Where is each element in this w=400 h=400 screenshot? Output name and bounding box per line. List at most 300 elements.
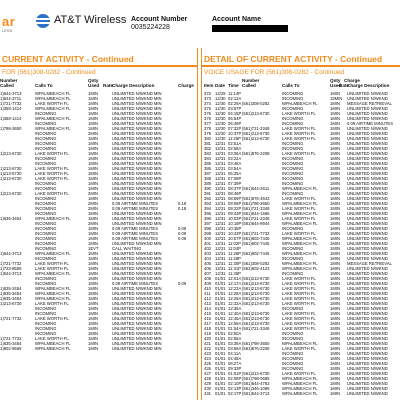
number-called-cell: 1)213-6730 — [0, 151, 22, 156]
date-cell: 12/30 — [215, 111, 226, 116]
number-called-cell: 1)213-6730 — [0, 166, 22, 171]
date-cell: 12/31 — [215, 236, 226, 241]
date-cell: 12/31 — [215, 211, 226, 216]
number-called-cell: 1)721-7732 — [0, 261, 22, 266]
calls-to-cell: WPALMBEACH FL — [35, 296, 71, 301]
time-cell: 01:54A — [228, 326, 242, 331]
number-called-cell: 1)644-3713 — [0, 271, 22, 276]
time-cell: 02:10P — [228, 381, 242, 386]
item-cell: 381 — [204, 141, 211, 146]
charge-description-cell: UNLIMITED N/WKND — [347, 181, 388, 186]
qnty-used-cell: 1MIN — [330, 141, 341, 146]
number-called-cell: (561)213-6730 — [242, 286, 270, 291]
item-cell: 428 — [204, 376, 211, 381]
calls-to-cell: INCOMING — [35, 306, 57, 311]
calls-to-cell: INCOMING — [35, 131, 57, 136]
charge-description-cell: UNLIMITED N/WKND MIN — [112, 296, 162, 301]
number-called-cell: (561)308-0282 — [242, 101, 270, 106]
time-cell: 02:55A — [228, 336, 242, 341]
charge-description-cell: UNLIMITED N/WKND — [347, 161, 388, 166]
calls-to-cell: INCOMING — [35, 136, 57, 141]
date-cell: 01/01 — [215, 326, 226, 331]
number-called-cell: 1)358-1414 — [0, 106, 22, 111]
date-cell: 01/01 — [215, 281, 226, 286]
charge-description-cell: UNLIMITED N/WKND — [347, 306, 388, 311]
charge-description-cell: UNLIMITED N/WKND — [347, 96, 388, 101]
charge-description-cell: 0.09 AIRTIME MINUTES — [112, 281, 158, 286]
number-called-cell: 1)644-3713 — [0, 91, 22, 96]
date-cell: 01/01 — [215, 276, 226, 281]
redacted-account-name — [212, 25, 288, 32]
left-section-subtitle: FOR (561)308-0282 - Continued — [2, 69, 96, 76]
number-called-cell: (561)213-6730 — [242, 371, 270, 376]
qnty-used-cell: 1MIN — [330, 191, 341, 196]
brand-name: AT&T Wireless — [54, 14, 127, 26]
qnty-used-cell: 1MIN — [88, 186, 99, 191]
charge-description-cell: UNLIMITED N/WKND MIN — [112, 276, 162, 281]
time-cell: 08:37P — [228, 186, 242, 191]
date-cell: 01/01 — [215, 331, 226, 336]
qnty-used-cell: 1MIN — [330, 326, 341, 331]
charge-description-cell: UNLIMITED N/WKND MIN — [112, 141, 162, 146]
time-cell: 11:02P — [228, 241, 241, 246]
charge-description-cell: UNLIMITED N/WKND MIN — [112, 321, 162, 326]
item-cell: 383 — [204, 151, 211, 156]
date-cell: 01/01 — [215, 306, 226, 311]
time-cell: 11:31P — [228, 266, 241, 271]
calls-to-cell: LAKE WORTH FL — [35, 171, 69, 176]
calls-to-cell: WPALMBEACH FL — [35, 271, 71, 276]
qnty-used-cell: 1MIN — [88, 101, 99, 106]
time-cell: 12:59A — [228, 321, 242, 326]
header-date: Date — [215, 83, 225, 88]
time-cell: 07:32P — [228, 126, 242, 131]
charge-description-cell: UNLIMITED N/WKND MIN — [112, 191, 162, 196]
qnty-used-cell: 2MIN — [88, 131, 99, 136]
date-cell: 12/31 — [215, 181, 226, 186]
charge-description-cell: UNLIMITED N/WKND — [347, 146, 388, 151]
calls-to-cell: INCOMING — [282, 256, 304, 261]
charge-description-cell: UNLIMITED N/WKND — [347, 131, 388, 136]
date-cell: 12/30 — [215, 131, 226, 136]
charge-description-cell: UNLIMITED N/WKND MIN — [112, 286, 162, 291]
charge-description-cell: UNLIMITED N/WKND — [347, 231, 388, 236]
item-cell: 406 — [204, 266, 211, 271]
qnty-used-cell: 1MIN — [88, 171, 99, 176]
item-cell: 385 — [204, 161, 211, 166]
qnty-used-cell: 1MIN — [88, 291, 99, 296]
time-cell: 12:36A — [228, 306, 242, 311]
qnty-used-cell: 2MIN — [88, 221, 99, 226]
item-cell: 395 — [204, 211, 211, 216]
time-cell: 02:51A — [228, 141, 242, 146]
charge-description-cell: UNLIMITED N/WKND MIN — [112, 346, 162, 351]
calls-to-cell: INCOMING — [282, 246, 304, 251]
charge-description-cell: UNLIMITED N/WKND MIN — [112, 336, 162, 341]
date-cell: 12/30 — [215, 116, 226, 121]
calls-to-cell: LAKE WORTH FL — [282, 316, 316, 321]
charge-description-cell: UNLIMITED N/WKND — [347, 296, 388, 301]
date-cell: 12/31 — [215, 261, 226, 266]
qnty-used-cell: 1MIN — [330, 216, 341, 221]
qnty-used-cell: 1MIN — [330, 121, 341, 126]
item-cell: 408 — [204, 276, 211, 281]
item-cell: 418 — [204, 326, 211, 331]
charge-description-cell: UNLIMITED N/WKND — [347, 191, 388, 196]
calls-to-cell: INCOMING — [282, 96, 304, 101]
number-called-cell: (561)798-0685 — [242, 376, 270, 381]
number-called-cell: (561)644-3713 — [242, 391, 270, 396]
charge-description-cell: UNLIMITED N/WKND — [347, 346, 388, 351]
item-cell: 390 — [204, 186, 211, 191]
charge-description-cell: UNLIMITED N/WKND — [347, 251, 388, 256]
calls-to-cell: LAKE WORTH FL — [282, 136, 316, 141]
charge-description-cell: UNLIMITED N/WKND MIN — [112, 111, 162, 116]
charge-description-cell: UNLIMITED N/WKND — [347, 106, 388, 111]
calls-to-cell: WPALMBEACH FL — [282, 201, 318, 206]
time-cell: 09:08P — [228, 201, 242, 206]
charge-description-cell: UNLIMITED N/WKND — [347, 136, 388, 141]
charge-description-cell: UNLIMITED N/WKND MIN — [112, 221, 162, 226]
calls-to-cell: LAKE WORTH FL — [282, 276, 316, 281]
qnty-used-cell: 1MIN — [330, 381, 341, 386]
number-called-cell: 1)721-7732 — [0, 316, 22, 321]
charge-description-cell: UNLIMITED N/WKND MIN — [112, 291, 162, 296]
qnty-used-cell: 1MIN — [88, 126, 99, 131]
date-cell: 12/31 — [215, 241, 226, 246]
number-called-cell: (561)798-3650 — [242, 201, 270, 206]
date-cell: 12/30 — [215, 136, 226, 141]
charge-description-cell: UNLIMITED N/WKND MIN — [112, 166, 162, 171]
item-cell: 405 — [204, 261, 211, 266]
number-called-cell: (561)213-6730 — [242, 311, 270, 316]
calls-to-cell: LAKE WORTH FL — [282, 111, 316, 116]
qnty-used-cell: 1MIN — [330, 321, 341, 326]
calls-to-cell: INCOMING — [282, 271, 304, 276]
item-cell: 387 — [204, 171, 211, 176]
time-cell: 03:59A — [228, 346, 242, 351]
number-called-cell: (561)876-2208 — [242, 151, 270, 156]
qnty-used-cell: 1MIN — [330, 291, 341, 296]
date-cell: 01/01 — [215, 371, 226, 376]
charge-description-cell: UNLIMITED N/WKND — [347, 271, 388, 276]
qnty-used-cell: 1MIN — [330, 366, 341, 371]
time-cell: 07:08P — [228, 176, 242, 181]
right-section-rule — [202, 65, 400, 67]
charge-description-cell: UNLIMITED N/WKND MIN — [112, 326, 162, 331]
calls-to-cell: LAKE WORTH FL — [35, 316, 69, 321]
calls-to-cell: WPALMBEACH FL — [35, 291, 71, 296]
date-cell: 12/30 — [215, 106, 226, 111]
calls-to-cell: WPALMBEACH FL — [35, 91, 71, 96]
charge-description-cell: UNLIMITED N/WKND — [347, 151, 388, 156]
time-cell: 10:03P — [228, 216, 242, 221]
number-called-cell: 1)902-9566 — [0, 346, 22, 351]
calls-to-cell: LAKE WORTH FL — [35, 266, 69, 271]
charge-description-cell: UNLIMITED N/WKND MIN — [112, 306, 162, 311]
calls-to-cell: WPALMBEACH FL — [282, 341, 318, 346]
right-table-body — [202, 91, 400, 396]
number-called-cell: (561)213-6730 — [242, 136, 270, 141]
calls-to-cell: WPALMBEACH FL — [282, 251, 318, 256]
charge-description-cell: UNLIMITED N/WKND — [347, 236, 388, 241]
calls-to-cell: LAKE WORTH FL — [282, 131, 316, 136]
item-cell: 430 — [204, 386, 211, 391]
charge-description-cell: UNLIMITED N/WKND MIN — [112, 256, 162, 261]
item-cell: 376 — [204, 111, 211, 116]
item-cell: 378 — [204, 126, 211, 131]
date-cell: 12/31 — [215, 156, 226, 161]
calls-to-cell: LAKE WORTH FL — [282, 326, 316, 331]
charge-description-cell: UNLIMITED N/WKND MIN — [112, 311, 162, 316]
number-called-cell: (561)213-6730 — [242, 316, 270, 321]
qnty-used-cell: 1MIN — [88, 176, 99, 181]
calls-to-cell: INCOMING — [282, 171, 304, 176]
time-cell: 12:23A — [228, 286, 242, 291]
qnty-used-cell: 1MIN — [88, 276, 99, 281]
charge-cell: 0.09 — [178, 231, 187, 236]
time-cell: 11:25P — [228, 136, 241, 141]
calls-to-cell: LAKE WORTH FL — [35, 176, 69, 181]
number-called-cell: (561)721-3348 — [242, 206, 270, 211]
number-called-cell: (561)876-4643 — [242, 196, 270, 201]
left-section-title: CURRENT ACTIVITY - Continued — [2, 54, 134, 64]
calls-to-cell: INCOMING — [35, 156, 57, 161]
item-cell: 375 — [204, 106, 211, 111]
qnty-used-cell: 1MIN — [330, 336, 341, 341]
date-cell: 12/31 — [215, 226, 226, 231]
date-cell: 01/01 — [215, 386, 226, 391]
qnty-used-cell: 2MIN — [88, 201, 99, 206]
item-cell: 431 — [204, 391, 211, 396]
item-cell: 399 — [204, 231, 211, 236]
qnty-used-cell: 1MIN — [88, 216, 99, 221]
time-cell: 11:46P — [228, 271, 241, 276]
time-cell: 02:13A — [228, 96, 242, 101]
qnty-used-cell: 1MIN — [330, 391, 341, 396]
item-cell: 413 — [204, 301, 211, 306]
calls-to-cell: INCOMING — [35, 321, 57, 326]
charge-description-cell: UNLIMITED N/WKND MIN — [112, 251, 162, 256]
qnty-used-cell: 1MIN — [330, 206, 341, 211]
item-cell: 376 — [204, 116, 211, 121]
charge-description-cell: UNLIMITED N/WKND — [347, 286, 388, 291]
time-cell: 04:11A — [228, 351, 241, 356]
calls-to-cell: INCOMING — [35, 121, 57, 126]
charge-description-cell: 0.09 AIRTIME MINUTES — [112, 206, 158, 211]
account-number-value: 0035224228 — [131, 24, 170, 31]
right-section-subtitle: VOICE USAGE FOR (561)308-0282 - Continued — [204, 69, 345, 76]
charge-description-cell: UNLIMITED N/WKND — [347, 381, 388, 386]
calls-to-cell: LAKE WORTH FL — [35, 191, 69, 196]
cropped-logo-subtext: LESS — [2, 28, 13, 33]
charge-description-cell: UNLIMITED N/WKND — [347, 201, 388, 206]
qnty-used-cell: 1MIN — [88, 241, 99, 246]
calls-to-cell: INCOMING — [282, 146, 304, 151]
charge-description-cell: UNLIMITED N/WKND — [347, 176, 388, 181]
charge-description-cell: 0.09 AIRTIME MINUTES — [112, 236, 158, 241]
header-charge: Charge — [344, 78, 360, 83]
item-cell: 425 — [204, 361, 211, 366]
charge-description-cell: UNLIMITED N/WKND — [347, 111, 388, 116]
time-cell: 12:40A — [228, 311, 242, 316]
qnty-used-cell: 1MIN — [330, 161, 341, 166]
date-cell: 12/31 — [215, 186, 226, 191]
time-cell: 02:13P — [228, 386, 242, 391]
charge-description-cell: 0.09 AIRTIME MINUTES — [347, 121, 393, 126]
qnty-used-cell: 1MIN — [330, 101, 341, 106]
calls-to-cell: WPALMBEACH FL — [282, 376, 318, 381]
charge-description-cell: UNLIMITED N/WKND — [347, 361, 388, 366]
charge-description-cell: UNLIMITED N/WKND MIN — [112, 106, 162, 111]
charge-description-cell: 0.09 AIRTIME MINUTES — [112, 231, 158, 236]
charge-description-cell: UNLIMITED N/WKND — [347, 356, 388, 361]
calls-to-cell: LAKE WORTH FL — [282, 286, 316, 291]
qnty-used-cell: 1MIN — [330, 171, 341, 176]
number-called-cell: (561)213-6730 — [242, 296, 270, 301]
time-cell: 10:57P — [228, 236, 242, 241]
charge-description-cell: UNLIMITED N/WKND MIN — [112, 316, 162, 321]
time-cell: 12:45A — [228, 316, 242, 321]
qnty-used-cell: 1MIN — [330, 256, 341, 261]
date-cell: 01/01 — [215, 311, 226, 316]
charge-description-cell: UNLIMITED N/WKND — [347, 246, 388, 251]
charge-description-cell: UNLIMITED N/WKND — [347, 91, 388, 96]
qnty-used-cell: 1MIN — [330, 286, 341, 291]
number-called-cell: 1)721-7732 — [0, 336, 22, 341]
calls-to-cell: WPALMBEACH FL — [282, 241, 318, 246]
calls-to-cell: INCOMING — [35, 236, 57, 241]
charge-description-cell: UNLIMITED N/WKND MIN — [112, 271, 162, 276]
calls-to-cell: INCOMING — [282, 191, 304, 196]
header-calls-to: Calls To — [35, 83, 53, 88]
charge-description-cell: UNLIMITED N/WKND — [347, 336, 388, 341]
header-called: Called — [242, 83, 256, 88]
qnty-used-cell: 1MIN — [88, 151, 99, 156]
calls-to-cell: INCOMING — [282, 121, 304, 126]
charge-description-cell: UNLIMITED N/WKND — [347, 276, 388, 281]
calls-to-cell: WPALMBEACH FL — [282, 236, 318, 241]
qnty-used-cell: 1MIN — [330, 331, 341, 336]
qnty-used-cell: 1MIN — [88, 236, 99, 241]
qnty-used-cell: 1MIN — [330, 246, 341, 251]
number-called-cell: (561)213-6730 — [242, 111, 270, 116]
time-cell: 05:25A — [228, 171, 242, 176]
qnty-used-cell: 1MIN — [330, 306, 341, 311]
charge-description-cell: UNLIMITED N/WKND MIN — [112, 101, 162, 106]
header-number: Number — [242, 78, 260, 83]
qnty-used-cell: 1MIN — [330, 186, 341, 191]
header-qnty: Qnty — [330, 78, 341, 83]
charge-description-cell: UNLIMITED N/WKND — [347, 266, 388, 271]
charge-description-cell: MESSAGE RETRIEVAL — [347, 261, 392, 266]
calls-to-cell: INCOMING — [282, 106, 304, 111]
calls-to-cell: LAKE WORTH FL — [282, 321, 316, 326]
item-cell: 421 — [204, 341, 211, 346]
date-cell: 01/01 — [215, 316, 226, 321]
header-calls-to: Calls To — [282, 83, 300, 88]
number-called-cell: (561)213-6730 — [242, 291, 270, 296]
calls-to-cell: INCOMING — [282, 166, 304, 171]
qnty-used-cell: 1MIN — [330, 126, 341, 131]
calls-to-cell: WPALMBEACH FL — [282, 381, 318, 386]
calls-to-cell: INCOMING — [35, 201, 57, 206]
qnty-used-cell: 1MIN — [88, 196, 99, 201]
qnty-used-cell: 1MIN — [330, 311, 341, 316]
calls-to-cell: LAKE WORTH FL — [282, 346, 316, 351]
time-cell: 08:59P — [228, 196, 242, 201]
charge-description-cell: UNLIMITED N/WKND — [347, 141, 388, 146]
qnty-used-cell: 2MIN — [88, 206, 99, 211]
calls-to-cell: INCOMING — [35, 221, 57, 226]
item-cell: 426 — [204, 366, 211, 371]
number-called-cell: (561)213-6730 — [242, 301, 270, 306]
charge-description-cell: UNLIMITED N/WKND — [347, 221, 388, 226]
number-called-cell: 1)635-3454 — [0, 341, 22, 346]
charge-description-cell: UNLIMITED N/WKND MIN — [112, 261, 162, 266]
item-cell: 389 — [204, 181, 211, 186]
item-cell: 429 — [204, 381, 211, 386]
qnty-used-cell: 1MIN — [330, 226, 341, 231]
qnty-used-cell: 1MIN — [330, 351, 341, 356]
charge-description-cell: UNLIMITED N/WKND MIN — [112, 301, 162, 306]
header-charge: Charge — [178, 83, 194, 88]
qnty-used-cell: 1MIN — [330, 301, 341, 306]
charge-description-cell: UNLIMITED N/WKND — [347, 341, 388, 346]
charge-description-cell: UNLIMITED N/WKND — [347, 216, 388, 221]
account-number-block — [131, 16, 187, 31]
qnty-used-cell: 15MIN — [330, 96, 343, 101]
charge-description-cell: UNLIMITED N/WKND — [347, 196, 388, 201]
item-cell: 374 — [204, 101, 211, 106]
charge-description-cell: UNLIMITED N/WKND — [347, 211, 388, 216]
item-cell: 407 — [204, 271, 211, 276]
date-cell: 12/31 — [215, 196, 226, 201]
date-cell: 12/31 — [215, 191, 226, 196]
qnty-used-cell: 1MIN — [88, 146, 99, 151]
charge-description-cell: UNLIMITED N/WKND — [347, 171, 388, 176]
qnty-used-cell: 1MIN — [330, 106, 341, 111]
left-column — [0, 48, 198, 400]
charge-description-cell: UNLIMITED N/WKND MIN — [112, 91, 162, 96]
time-cell: 09:43P — [228, 211, 242, 216]
right-section-title: DETAIL OF CURRENT ACTIVITY - Continued — [204, 54, 383, 64]
qnty-used-cell: 1MIN — [88, 231, 99, 236]
time-cell: 11:30P — [228, 261, 241, 266]
calls-to-cell: LAKE WORTH FL — [282, 216, 316, 221]
qnty-used-cell: 1MIN — [330, 241, 341, 246]
calls-to-cell: INCOMING — [282, 116, 304, 121]
time-cell: 04:48A — [228, 356, 242, 361]
charge-description-cell: UNLIMITED N/WKND MIN — [112, 121, 162, 126]
time-cell: 12:17A — [228, 281, 242, 286]
number-called-cell: 1)723-8559 — [0, 266, 22, 271]
time-cell: 10:43P — [228, 231, 242, 236]
date-cell: 12/31 — [215, 146, 226, 151]
date-cell: 01/01 — [215, 366, 226, 371]
qnty-used-cell: 1MIN — [330, 371, 341, 376]
qnty-used-cell: 1MIN — [330, 181, 341, 186]
charge-description-cell: UNLIMITED N/WKND MIN — [112, 126, 162, 131]
charge-description-cell: MESSAGE RETRIEVAL — [347, 101, 392, 106]
time-cell: 03:39A — [228, 341, 242, 346]
charge-description-cell: UNLIMITED N/WKND — [347, 206, 388, 211]
item-cell: 372 — [204, 91, 211, 96]
qnty-used-cell: 1MIN — [88, 266, 99, 271]
item-cell: 401 — [204, 241, 211, 246]
calls-to-cell: INCOMING — [35, 146, 57, 151]
qnty-used-cell: 1MIN — [330, 131, 341, 136]
